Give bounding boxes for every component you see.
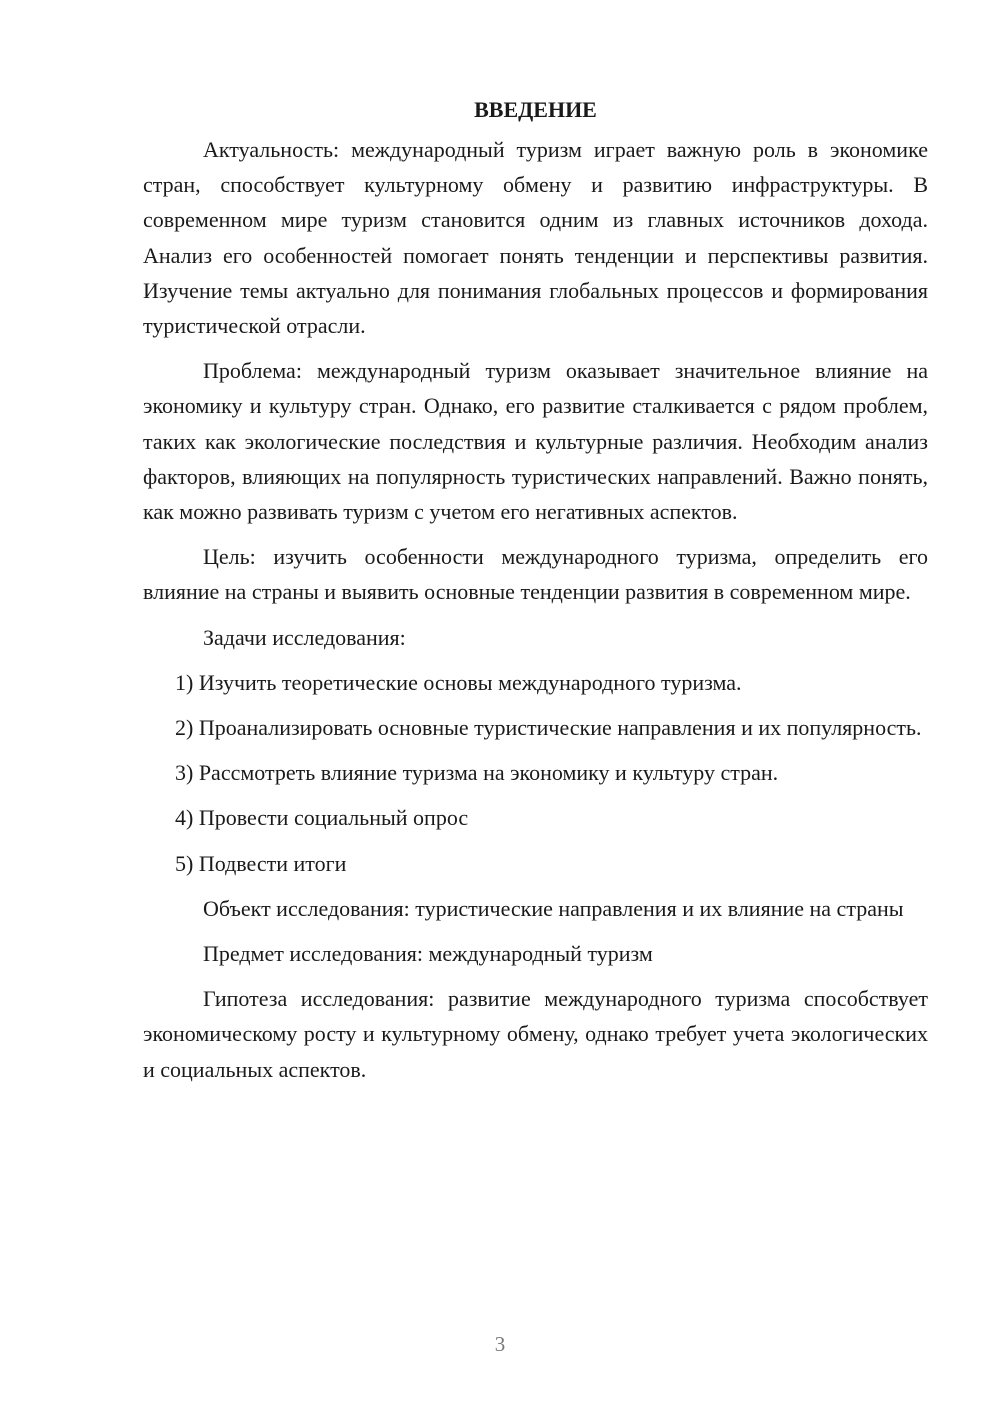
- list-item-task-1: 1) Изучить теоретические основы международного туризма.: [175, 669, 742, 695]
- page-title: ВВЕДЕНИЕ: [474, 97, 597, 122]
- paragraph-subject: Предмет исследования: международный туризм: [203, 941, 653, 967]
- paragraph-relevance: Актуальность: международный туризм играет важную роль в экономике стран, способствует культурному обмену и развитию инфраструктуры. В современном мире туризм становится одним из главных источников дохода. Анализ его особенностей помогает понять тенденции и перспективы развития. Изучение темы актуально для понимания глобальных процессов и формирования туристической отрасли.: [143, 137, 928, 339]
- paragraph-hypothesis: Гипотеза исследования: развитие международного туризма способствует экономическому росту и культурному обмену, однако требует учета экологических и социальных аспектов.: [143, 986, 928, 1082]
- paragraph-problem: Проблема: международный туризм оказывает значительное влияние на экономику и культуру стран. Однако, его развитие сталкивается с рядом проблем, таких как экологические последствия и культурные различия. Необходим анализ факторов, влияющих на популярность туристических направлений. Важно понять, как можно развивать туризм с учетом его негативных аспектов.: [143, 358, 928, 525]
- paragraph-object: Объект исследования: туристические направления и их влияние на страны: [203, 895, 904, 921]
- paragraph-goal: Цель: изучить особенности международного туризма, определить его влияние на страны и выявить основные тенденции развития в современном мире.: [143, 544, 928, 605]
- page-number: 3: [494, 1332, 506, 1356]
- list-item-task-5: 5) Подвести итоги: [175, 850, 347, 876]
- document-page: [143, 92, 928, 1097]
- list-item-task-2: 2) Проанализировать основные туристические направления и их популярность.: [175, 715, 922, 741]
- list-item-task-3: 3) Рассмотреть влияние туризма на экономику и культуру стран.: [175, 760, 779, 786]
- list-item-task-4: 4) Провести социальный опрос: [175, 805, 469, 831]
- paragraph-tasks-heading: Задачи исследования:: [203, 624, 406, 650]
